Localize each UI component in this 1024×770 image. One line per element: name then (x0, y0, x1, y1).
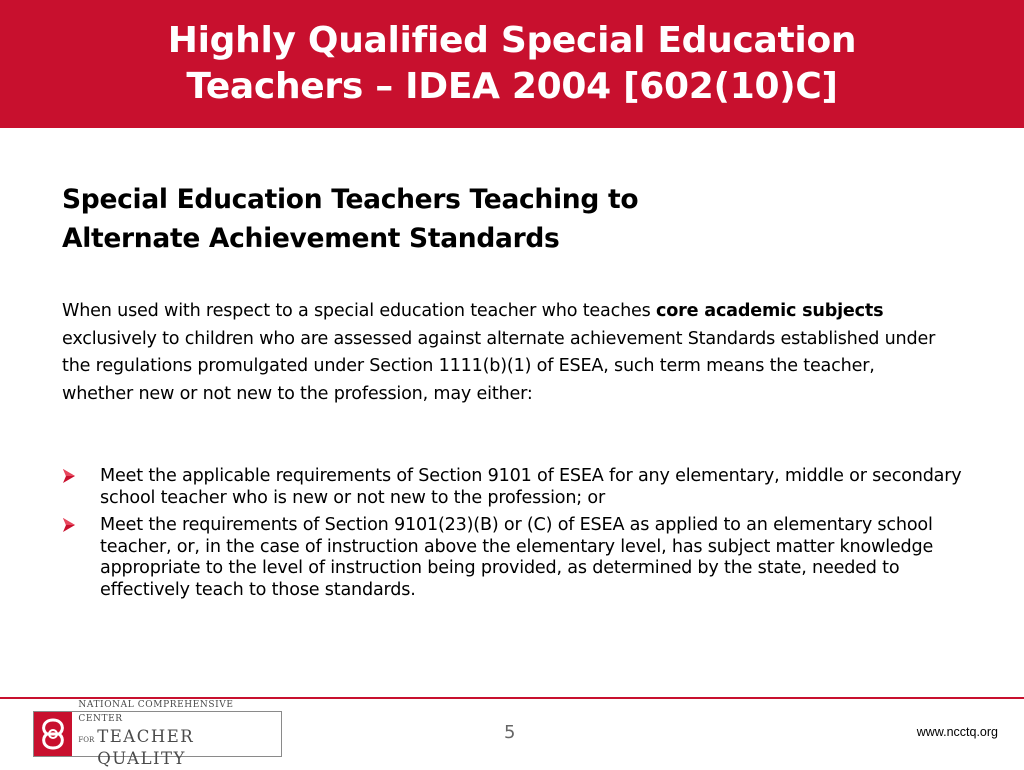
slide-title-line-2: Teachers – IDEA 2004 [602(10)C] (186, 66, 838, 107)
logo-line-1: NATIONAL COMPREHENSIVE CENTER (78, 700, 234, 724)
arrow-bullet-icon (62, 516, 76, 534)
requirements-list (62, 466, 982, 607)
logo-for: FOR (78, 736, 95, 744)
ncctq-logo (33, 700, 282, 768)
slide-title (168, 18, 856, 110)
paragraph-intro: When used with respect to a special education teacher who teaches (62, 301, 657, 321)
page-number: 5 (504, 722, 516, 743)
list-item-text: Meet the requirements of Section 9101(23)(B) or (C) of ESEA as applied to an elementary school teacher, or, in the case of instruction above the elementary level, has subject matter knowledge appropriate to the level of instruction being provided, as determined by the state, needed to effectively teach to those standards. (100, 515, 934, 600)
logo-knot-icon (34, 712, 72, 756)
arrow-bullet-icon (62, 467, 76, 485)
paragraph-emphasis: core academic subjects (656, 301, 884, 321)
list-item (62, 466, 982, 509)
title-banner (0, 0, 1024, 128)
slide-title-line-1: Highly Qualified Special Education (167, 20, 857, 61)
logo-line-2: TEACHER QUALITY (97, 727, 195, 768)
section-heading (62, 180, 962, 258)
section-heading-line-2: Alternate Achievement Standards (62, 223, 560, 254)
paragraph-rest: exclusively to children who are assessed against alternate achievement Standards established under the regulations promulgated under Section 1111(b)(1) of ESEA, such term means the teacher, whether new or not new to the profession, may either: (62, 328, 936, 404)
website-url: www.ncctq.org (916, 725, 998, 739)
list-item (62, 515, 982, 601)
definition-paragraph (62, 298, 942, 408)
logo-text (72, 700, 281, 768)
section-heading-line-1: Special Education Teachers Teaching to (62, 184, 639, 215)
list-item-text: Meet the applicable requirements of Section 9101 of ESEA for any elementary, middle or secondary school teacher who is new or not new to the profession; or (100, 466, 962, 508)
